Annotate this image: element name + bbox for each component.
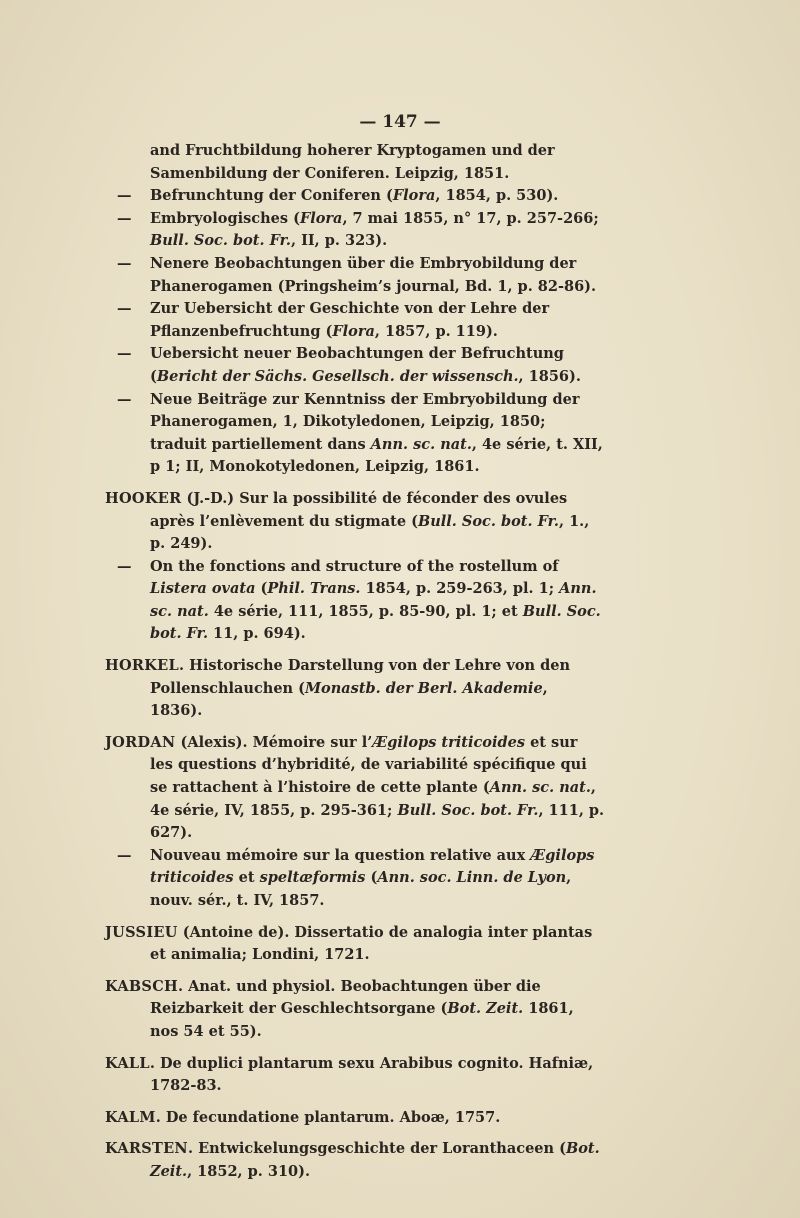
entry-text: and Fruchtbildung hoherer Kryptogamen und der Samenbildung der Coniferen. Leipzig, 1851. — [150, 142, 555, 182]
entry-text: Uebersicht neuer Beobachtungen der Befruchtung ( — [150, 345, 564, 385]
entry-title: Bull. Soc. bot. Fr. — [397, 801, 539, 819]
ditto-dash: — — [117, 209, 132, 227]
entry-title: Flora — [332, 322, 375, 340]
entry-title: Ann. sc. nat. — [150, 580, 597, 620]
entry-text: 1861, nos 54 et 55). — [150, 1000, 574, 1040]
entry-title: speltæformis — [259, 869, 366, 887]
entry-text: Zur Uebersicht der Geschichte von der Lehre der Pflanzenbefruchtung ( — [150, 300, 550, 340]
ditto-dash: — — [117, 390, 132, 408]
entry-text: 4e série, 111, 1855, p. 85-90, pl. 1; et — [208, 602, 523, 620]
entry-title: Bull. Soc. bot. Fr. — [417, 512, 559, 530]
entry-text: , 4e série, t. XII, p 1; II, Monokotyledonen, Leipzig, 1861. — [150, 435, 603, 476]
entry-text: , nouv. sér., t. IV, 1857. — [150, 869, 572, 909]
bibliography-entry — [105, 343, 605, 388]
bibliography-entry — [105, 389, 605, 479]
bibliography-entry — [105, 140, 605, 185]
entry-author: HOOKER — [105, 489, 182, 507]
entry-title: Monastb. der Berl. Akademie — [305, 679, 543, 697]
entry-text: , 1., p. 249). — [150, 512, 590, 553]
entry-title: Bericht der Sächs. Gesellsch. der wissensch. — [156, 367, 519, 385]
entry-text: et sur les questions d’hybridité, de variabilité spécifique qui se rattachent à l’histoire de cette plante ( — [150, 733, 587, 797]
ditto-dash: — — [117, 345, 132, 363]
entry-author: KALL — [105, 1054, 150, 1072]
ditto-dash: — — [117, 187, 132, 205]
entry-text: . Entwickelungsgeschichte der Loranthaceen ( — [187, 1140, 566, 1158]
ditto-dash: — — [117, 557, 132, 575]
entry-text: , 1852, p. 310). — [187, 1162, 311, 1180]
entry-author: JORDAN — [105, 733, 176, 751]
entry-text: (Alexis). Mémoire sur l’ — [175, 733, 373, 751]
entry-text: Nenere Beobachtungen über die Embryobildung der Phanerogamen (Pringsheim’s journal, Bd. 1, p. 82-86). — [150, 254, 597, 295]
entry-title: Listera ovata — [150, 580, 256, 598]
entry-title: Bot. Zeit. — [150, 1140, 600, 1180]
entry-title: Ægilops triticoides — [372, 733, 526, 751]
entry-text: Embryologisches ( — [150, 209, 300, 227]
entry-text: On the fonctions and structure of the rostellum of — [150, 557, 559, 575]
bibliography-entry — [105, 488, 605, 556]
entry-title: Ægilops triticoides — [150, 846, 595, 887]
bibliography-entry — [105, 845, 605, 913]
bibliography-entry — [105, 1053, 605, 1098]
bibliography-entry — [105, 253, 605, 298]
entry-text: ( — [365, 869, 378, 887]
bibliography-entry — [105, 976, 605, 1044]
entry-text: , 4e série, IV, 1855, p. 295-361; — [150, 779, 596, 819]
entry-text: , 1856). — [518, 367, 581, 385]
bibliography-entry — [105, 922, 605, 967]
entry-text: et — [233, 869, 260, 887]
entry-author: HORKEL — [105, 657, 180, 675]
entry-text: Nouveau mémoire sur la question relative aux — [150, 846, 531, 864]
entry-author: KABSCH — [105, 977, 179, 995]
entry-text: , 7 mai 1855, n° 17, p. 257-266; — [342, 209, 599, 227]
bibliography-entry — [105, 208, 605, 253]
page-number: — 147 — — [359, 112, 441, 132]
entry-text: . De duplici plantarum sexu Arabibus cognito. Hafniæ, 1782-83. — [149, 1054, 594, 1095]
entry-text: Neue Beiträge zur Kenntniss der Embryobildung der Phanerogamen, 1, Dikotyledonen, Leipzig, 1850; traduit partiellement dans — [150, 390, 580, 453]
entry-text: ( — [255, 580, 268, 598]
entry-text: , II, p. 323). — [290, 232, 388, 250]
bibliography-list — [105, 140, 605, 1184]
ditto-dash: — — [117, 300, 132, 318]
entry-title: Ann. soc. Linn. de Lyon — [377, 869, 567, 887]
entry-text: (Antoine de). Dissertatio de analogia inter plantas et animalia; Londini, 1721. — [150, 923, 593, 964]
entry-author: JUSSIEU — [105, 923, 178, 941]
entry-text: 11, p. 694). — [208, 625, 306, 643]
entry-title: Ann. sc. nat. — [370, 435, 472, 453]
entry-title: Bull. Soc. bot. Fr. — [150, 232, 291, 250]
entry-text: , 1836). — [150, 679, 548, 720]
entry-text: , 1854, p. 530). — [435, 187, 559, 205]
entry-title: Phil. Trans. — [267, 580, 361, 598]
bibliography-entry — [105, 732, 605, 845]
entry-text: (J.-D.) Sur la possibilité de féconder des ovules après l’enlèvement du stigmate ( — [150, 489, 568, 530]
entry-title: Flora — [299, 209, 343, 227]
entry-text: , 111, p. 627). — [150, 801, 605, 842]
bibliography-entry — [105, 1138, 605, 1183]
entry-text: . Historische Darstellung von der Lehre von den Pollenschlauchen ( — [150, 657, 571, 697]
bibliography-entry — [105, 185, 605, 208]
entry-text: Befrunchtung der Coniferen ( — [150, 187, 393, 205]
entry-author: KARSTEN — [105, 1140, 188, 1158]
ditto-dash: — — [117, 846, 132, 864]
entry-text: 1854, p. 259-263, pl. 1; — [360, 580, 560, 598]
entry-author: KALM — [105, 1108, 156, 1126]
bibliography-entry — [105, 1107, 605, 1130]
bibliography-entry — [105, 298, 605, 343]
bibliography-entry — [105, 655, 605, 723]
entry-title: Ann. sc. nat. — [489, 779, 591, 797]
entry-title: Bot. Zeit. — [447, 1000, 524, 1018]
entry-title: Flora — [392, 187, 436, 205]
bibliography-entry — [105, 556, 605, 646]
entry-text: . Anat. und physiol. Beobachtungen über die Reizbarkeit der Geschlechtsorgane ( — [150, 977, 541, 1018]
entry-text: . De fecundatione plantarum. Aboæ, 1757. — [155, 1108, 501, 1126]
entry-text: , 1857, p. 119). — [374, 322, 498, 340]
ditto-dash: — — [117, 254, 132, 272]
entry-title: Bull. Soc. bot. Fr. — [150, 602, 601, 643]
